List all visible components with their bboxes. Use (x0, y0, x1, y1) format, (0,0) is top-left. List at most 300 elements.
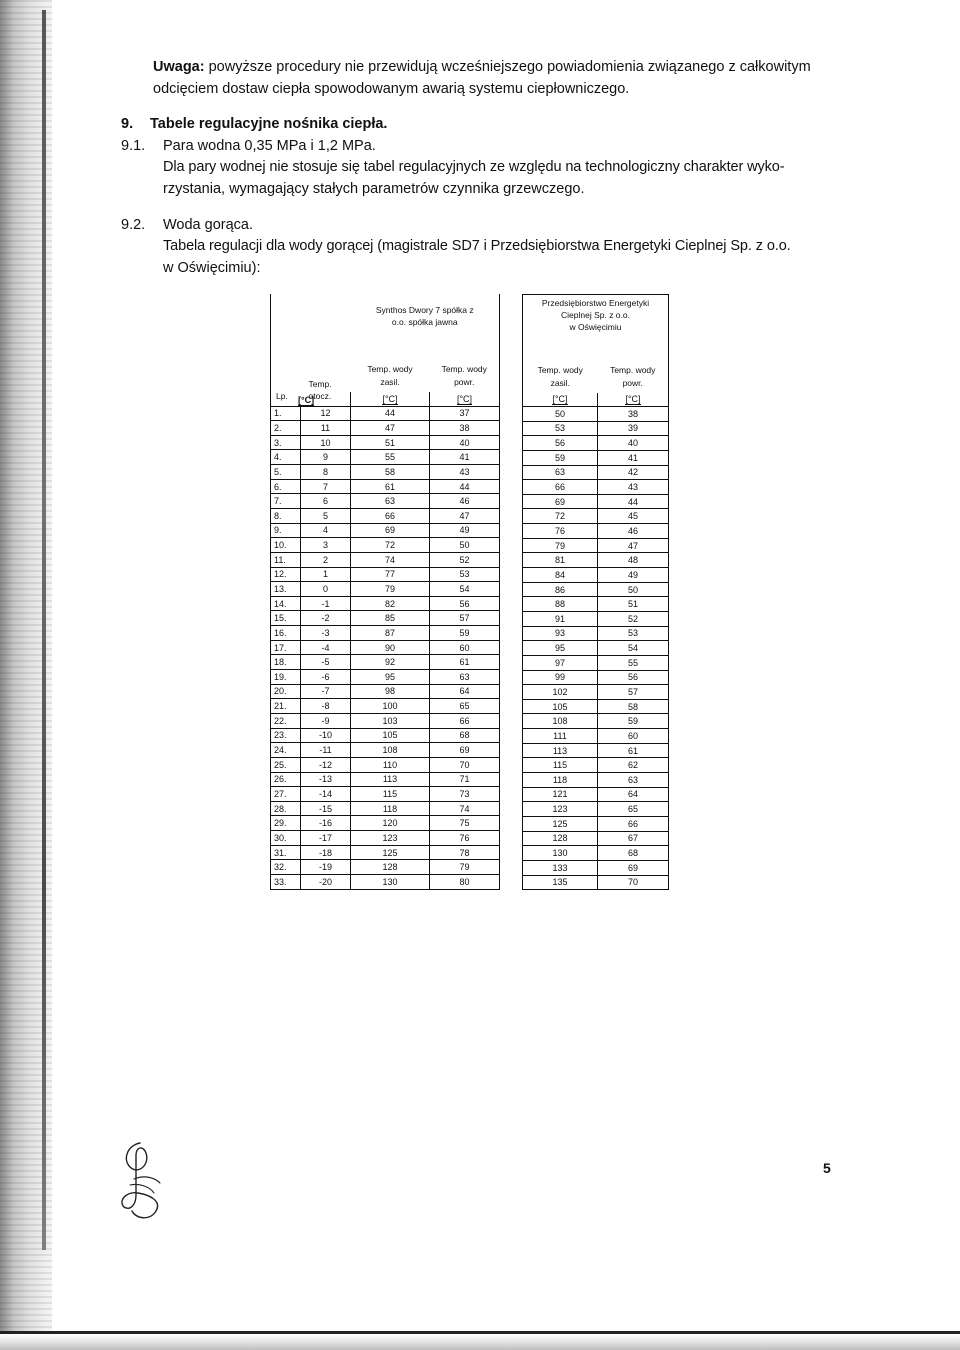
row-ambient-temp-cell: -19 (301, 860, 351, 875)
row-synthos-supply-cell: 92 (351, 655, 430, 670)
table-row (523, 611, 669, 626)
row-synthos-return-cell: 66 (430, 713, 500, 728)
row-synthos-supply-cell: 69 (351, 523, 430, 538)
row-synthos-return-cell: 57 (430, 611, 500, 626)
row-ambient-temp-cell: -9 (301, 713, 351, 728)
row-ambient-temp-cell: 4 (301, 523, 351, 538)
table-row (271, 626, 500, 641)
table-row (523, 626, 669, 641)
table-row (271, 757, 500, 772)
row-synthos-return-cell: 60 (430, 640, 500, 655)
ambient-temp-unit (298, 394, 314, 406)
row-synthos-supply-cell: 82 (351, 596, 430, 611)
row-pec-return-cell: 51 (598, 597, 669, 612)
table-row (271, 494, 500, 509)
section-91-text-2: rzystania, wymagający stałych parametrów czynnika grzewczego. (163, 181, 585, 197)
table-row (271, 743, 500, 758)
note-line-1 (153, 58, 811, 76)
note-line-2: odcięciem dostaw ciepła spowodowanym awarią systemu ciepłowniczego. (153, 81, 630, 97)
synthos-supply-header-line-1: Temp. wody (367, 364, 413, 374)
row-pec-return-cell: 69 (598, 860, 669, 875)
row-synthos-return-cell: 40 (430, 435, 500, 450)
row-lp-cell: 5. (271, 465, 301, 480)
row-synthos-supply-cell: 72 (351, 538, 430, 553)
row-pec-supply-cell: 121 (523, 787, 598, 802)
row-lp-cell: 29. (271, 816, 301, 831)
row-lp-cell: 15. (271, 611, 301, 626)
table-row (523, 846, 669, 861)
table-row (523, 553, 669, 568)
row-pec-return-cell: 54 (598, 641, 669, 656)
table-row (523, 641, 669, 656)
row-pec-return-cell: 65 (598, 802, 669, 817)
table-row (271, 567, 500, 582)
row-lp-cell: 20. (271, 684, 301, 699)
row-synthos-supply-cell: 63 (351, 494, 430, 509)
row-synthos-return-cell: 59 (430, 626, 500, 641)
row-synthos-return-cell: 53 (430, 567, 500, 582)
row-pec-supply-cell: 93 (523, 626, 598, 641)
table-row (523, 773, 669, 788)
row-pec-return-cell: 63 (598, 773, 669, 788)
row-synthos-return-cell: 73 (430, 787, 500, 802)
table-row (523, 509, 669, 524)
pec-header-line-1: Przedsiębiorstwo Energetyki (541, 298, 650, 308)
row-synthos-return-cell: 49 (430, 523, 500, 538)
table-row (271, 538, 500, 553)
row-pec-supply-cell: 72 (523, 509, 598, 524)
row-pec-return-cell: 44 (598, 494, 669, 509)
synthos-header (351, 294, 500, 360)
section-91-text-1: Dla pary wodnej nie stosuje się tabel regulacyjnych ze względu na technologiczny charakter wyko- (163, 159, 785, 175)
row-pec-return-cell: 70 (598, 875, 669, 890)
table-row (271, 713, 500, 728)
row-lp-cell: 24. (271, 743, 301, 758)
row-lp-cell: 21. (271, 699, 301, 714)
table-row (271, 860, 500, 875)
ambient-temp-unit-text: [°C] (298, 395, 315, 405)
table-row (523, 699, 669, 714)
row-lp-cell: 31. (271, 845, 301, 860)
row-lp-cell: 28. (271, 801, 301, 816)
row-ambient-temp-cell: 2 (301, 552, 351, 567)
table-row (523, 421, 669, 436)
row-lp-cell: 25. (271, 757, 301, 772)
table-row (271, 816, 500, 831)
row-lp-cell: 11. (271, 552, 301, 567)
table-row (271, 435, 500, 450)
scan-left-line (42, 10, 46, 1250)
signature-icon (110, 1135, 180, 1230)
row-synthos-return-cell: 47 (430, 508, 500, 523)
row-pec-supply-cell: 69 (523, 494, 598, 509)
lp-header: Lp. (276, 390, 288, 401)
table-row (523, 538, 669, 553)
row-lp-cell: 8. (271, 508, 301, 523)
row-ambient-temp-cell: 1 (301, 567, 351, 582)
pec-supply-header-line-1: Temp. wody (537, 364, 583, 375)
row-lp-cell: 17. (271, 640, 301, 655)
table-row (523, 816, 669, 831)
row-pec-return-cell: 50 (598, 582, 669, 597)
row-ambient-temp-cell: -5 (301, 655, 351, 670)
synthos-return-header-line-2: powr. (454, 377, 475, 387)
table-row (523, 524, 669, 539)
row-ambient-temp-cell: -20 (301, 875, 351, 890)
section-91-title: Para wodna 0,35 MPa i 1,2 MPa. (163, 138, 376, 154)
note-text: powyższe procedury nie przewidują wcześniejszego powiadomienia związanego z całkowitym (204, 59, 811, 75)
row-ambient-temp-cell: -4 (301, 640, 351, 655)
row-pec-return-cell: 68 (598, 846, 669, 861)
row-synthos-return-cell: 76 (430, 831, 500, 846)
row-synthos-return-cell: 52 (430, 552, 500, 567)
row-pec-supply-cell: 63 (523, 465, 598, 480)
row-synthos-return-cell: 75 (430, 816, 500, 831)
row-synthos-supply-cell: 118 (351, 801, 430, 816)
row-synthos-supply-cell: 87 (351, 626, 430, 641)
row-pec-supply-cell: 50 (523, 407, 598, 422)
row-synthos-supply-cell: 44 (351, 406, 430, 421)
row-lp-cell: 4. (271, 450, 301, 465)
row-ambient-temp-cell: 9 (301, 450, 351, 465)
row-pec-return-cell: 42 (598, 465, 669, 480)
row-ambient-temp-cell: 5 (301, 508, 351, 523)
table-row (271, 875, 500, 890)
row-pec-supply-cell: 115 (523, 758, 598, 773)
row-lp-cell: 30. (271, 831, 301, 846)
row-pec-supply-cell: 81 (523, 553, 598, 568)
note-label: Uwaga: (153, 59, 205, 75)
table-row (523, 494, 669, 509)
row-synthos-return-cell: 50 (430, 538, 500, 553)
table-row (271, 611, 500, 626)
row-pec-supply-cell: 56 (523, 436, 598, 451)
section-9-number: 9. (121, 116, 134, 132)
row-pec-return-cell: 56 (598, 670, 669, 685)
row-synthos-supply-cell: 85 (351, 611, 430, 626)
regulation-table-pec (522, 294, 669, 890)
row-synthos-return-cell: 44 (430, 479, 500, 494)
ambient-temp-header-line-2: otocz. (308, 390, 332, 401)
row-pec-supply-cell: 133 (523, 860, 598, 875)
row-synthos-supply-cell: 113 (351, 772, 430, 787)
row-ambient-temp-cell: 6 (301, 494, 351, 509)
section-92-title: Woda gorąca. (163, 217, 254, 233)
pec-return-unit (598, 393, 669, 407)
row-pec-supply-cell: 53 (523, 421, 598, 436)
row-synthos-return-cell: 38 (430, 421, 500, 436)
row-lp-cell: 18. (271, 655, 301, 670)
row-synthos-return-cell: 74 (430, 801, 500, 816)
synthos-header-line-2: o.o. spółka jawna (391, 317, 458, 327)
table-row (523, 582, 669, 597)
row-lp-cell: 16. (271, 626, 301, 641)
table-row (271, 655, 500, 670)
row-synthos-return-cell: 65 (430, 699, 500, 714)
regulation-table-synthos (270, 294, 500, 890)
row-lp-cell: 7. (271, 494, 301, 509)
synthos-supply-header (351, 360, 430, 392)
row-pec-supply-cell: 128 (523, 831, 598, 846)
table-row (523, 450, 669, 465)
row-ambient-temp-cell: -2 (301, 611, 351, 626)
row-pec-supply-cell: 135 (523, 875, 598, 890)
table-row (523, 568, 669, 583)
pec-supply-unit (523, 393, 598, 407)
row-lp-cell: 13. (271, 582, 301, 597)
row-synthos-supply-cell: 128 (351, 860, 430, 875)
row-ambient-temp-cell: -8 (301, 699, 351, 714)
row-ambient-temp-cell: 10 (301, 435, 351, 450)
synthos-supply-unit-text: [°C] (382, 393, 398, 404)
row-synthos-return-cell: 79 (430, 860, 500, 875)
row-pec-return-cell: 64 (598, 787, 669, 802)
pec-return-unit-text: [°C] (625, 394, 641, 405)
row-ambient-temp-cell: 3 (301, 538, 351, 553)
row-pec-return-cell: 40 (598, 436, 669, 451)
row-synthos-return-cell: 69 (430, 743, 500, 758)
section-92-text-2: w Oświęcimiu): (163, 260, 261, 276)
row-synthos-supply-cell: 61 (351, 479, 430, 494)
table-row (271, 582, 500, 597)
row-pec-supply-cell: 76 (523, 524, 598, 539)
row-lp-cell: 33. (271, 875, 301, 890)
row-pec-supply-cell: 99 (523, 670, 598, 685)
table-row (523, 714, 669, 729)
table-row (271, 421, 500, 436)
row-ambient-temp-cell: 12 (301, 406, 351, 421)
row-pec-supply-cell: 111 (523, 729, 598, 744)
row-synthos-return-cell: 68 (430, 728, 500, 743)
row-synthos-supply-cell: 66 (351, 508, 430, 523)
table-row (523, 860, 669, 875)
pec-header (523, 295, 669, 361)
scan-bottom-edge (0, 1334, 960, 1350)
synthos-return-header (430, 360, 500, 392)
row-pec-supply-cell: 91 (523, 611, 598, 626)
table-row (271, 772, 500, 787)
row-lp-cell: 9. (271, 523, 301, 538)
pec-return-header-line-1: Temp. wody (610, 364, 656, 375)
row-pec-return-cell: 52 (598, 611, 669, 626)
row-pec-supply-cell: 123 (523, 802, 598, 817)
row-lp-cell: 14. (271, 596, 301, 611)
row-synthos-return-cell: 78 (430, 845, 500, 860)
row-pec-return-cell: 67 (598, 831, 669, 846)
row-pec-supply-cell: 102 (523, 685, 598, 700)
row-synthos-supply-cell: 125 (351, 845, 430, 860)
table-row (271, 465, 500, 480)
row-pec-supply-cell: 86 (523, 582, 598, 597)
row-ambient-temp-cell: -12 (301, 757, 351, 772)
row-synthos-supply-cell: 51 (351, 435, 430, 450)
section-92-text-1: Tabela regulacji dla wody gorącej (magistrale SD7 i Przedsiębiorstwa Energetyki Cieplnej Sp. z o.o. (163, 238, 791, 254)
row-ambient-temp-cell: 0 (301, 582, 351, 597)
table-row (523, 655, 669, 670)
row-ambient-temp-cell: 7 (301, 479, 351, 494)
table-row (271, 699, 500, 714)
row-synthos-supply-cell: 115 (351, 787, 430, 802)
pec-return-header (598, 361, 669, 393)
row-pec-return-cell: 46 (598, 524, 669, 539)
row-lp-cell: 2. (271, 421, 301, 436)
table-row (523, 670, 669, 685)
row-synthos-return-cell: 41 (430, 450, 500, 465)
row-synthos-return-cell: 71 (430, 772, 500, 787)
synthos-return-unit (430, 392, 500, 406)
row-synthos-supply-cell: 108 (351, 743, 430, 758)
pec-supply-header (523, 361, 598, 393)
table-row (271, 450, 500, 465)
row-pec-return-cell: 53 (598, 626, 669, 641)
table-row (271, 596, 500, 611)
row-pec-return-cell: 59 (598, 714, 669, 729)
row-pec-supply-cell: 66 (523, 480, 598, 495)
row-synthos-supply-cell: 79 (351, 582, 430, 597)
row-ambient-temp-cell: -7 (301, 684, 351, 699)
row-pec-return-cell: 39 (598, 421, 669, 436)
row-synthos-supply-cell: 98 (351, 684, 430, 699)
table-row (523, 436, 669, 451)
row-synthos-supply-cell: 105 (351, 728, 430, 743)
row-synthos-supply-cell: 130 (351, 875, 430, 890)
table-row (271, 670, 500, 685)
row-ambient-temp-cell: -14 (301, 787, 351, 802)
row-pec-supply-cell: 88 (523, 597, 598, 612)
row-synthos-supply-cell: 47 (351, 421, 430, 436)
row-synthos-supply-cell: 100 (351, 699, 430, 714)
row-pec-return-cell: 47 (598, 538, 669, 553)
row-ambient-temp-cell: -3 (301, 626, 351, 641)
ambient-temp-header-line-1: Temp. (308, 378, 332, 389)
synthos-return-unit-text: [°C] (456, 393, 473, 404)
row-pec-return-cell: 45 (598, 509, 669, 524)
row-synthos-return-cell: 43 (430, 465, 500, 480)
table-row (271, 508, 500, 523)
table-row (523, 685, 669, 700)
row-pec-return-cell: 38 (598, 407, 669, 422)
row-synthos-supply-cell: 58 (351, 465, 430, 480)
row-synthos-supply-cell: 55 (351, 450, 430, 465)
row-pec-return-cell: 61 (598, 743, 669, 758)
synthos-supply-unit (351, 392, 430, 406)
table-row (523, 465, 669, 480)
table-row (523, 831, 669, 846)
row-pec-return-cell: 60 (598, 729, 669, 744)
row-lp-cell: 23. (271, 728, 301, 743)
table-row (523, 480, 669, 495)
row-ambient-temp-cell: 11 (301, 421, 351, 436)
row-pec-return-cell: 55 (598, 655, 669, 670)
row-synthos-return-cell: 37 (430, 406, 500, 421)
row-pec-supply-cell: 84 (523, 568, 598, 583)
row-synthos-supply-cell: 95 (351, 670, 430, 685)
row-lp-cell: 27. (271, 787, 301, 802)
pec-return-header-line-2: powr. (622, 377, 643, 388)
table-row (523, 875, 669, 890)
row-lp-cell: 22. (271, 713, 301, 728)
row-lp-cell: 12. (271, 567, 301, 582)
row-pec-supply-cell: 130 (523, 846, 598, 861)
row-pec-return-cell: 58 (598, 699, 669, 714)
row-lp-cell: 3. (271, 435, 301, 450)
table-row (271, 684, 500, 699)
table-row (271, 728, 500, 743)
row-synthos-supply-cell: 123 (351, 831, 430, 846)
row-ambient-temp-cell: -1 (301, 596, 351, 611)
row-pec-supply-cell: 79 (523, 538, 598, 553)
row-pec-supply-cell: 113 (523, 743, 598, 758)
pec-supply-unit-text: [°C] (552, 394, 568, 405)
row-pec-supply-cell: 95 (523, 641, 598, 656)
table-row (523, 597, 669, 612)
row-lp-cell: 6. (271, 479, 301, 494)
section-92-number: 9.2. (121, 217, 146, 233)
row-synthos-return-cell: 70 (430, 757, 500, 772)
table-row (271, 406, 500, 421)
row-synthos-return-cell: 80 (430, 875, 500, 890)
table-row (271, 831, 500, 846)
row-synthos-supply-cell: 90 (351, 640, 430, 655)
row-ambient-temp-cell: -10 (301, 728, 351, 743)
table-row (523, 758, 669, 773)
row-pec-return-cell: 57 (598, 685, 669, 700)
row-ambient-temp-cell: -11 (301, 743, 351, 758)
row-pec-supply-cell: 108 (523, 714, 598, 729)
table-row (271, 640, 500, 655)
row-pec-return-cell: 41 (598, 450, 669, 465)
row-synthos-return-cell: 46 (430, 494, 500, 509)
synthos-header-line-1: Synthos Dwory 7 spółka z (375, 305, 474, 315)
row-pec-supply-cell: 125 (523, 816, 598, 831)
row-lp-cell: 19. (271, 670, 301, 685)
table-row (271, 787, 500, 802)
row-synthos-supply-cell: 120 (351, 816, 430, 831)
pec-header-line-3: w Oświęcimiu (569, 322, 622, 332)
row-pec-return-cell: 66 (598, 816, 669, 831)
page-number: 5 (823, 1160, 831, 1176)
synthos-return-header-line-1: Temp. wody (441, 364, 487, 374)
synthos-supply-header-line-2: zasil. (380, 377, 400, 387)
table-row (523, 743, 669, 758)
table-row (271, 552, 500, 567)
pec-supply-header-line-2: zasil. (550, 377, 570, 388)
row-ambient-temp-cell: -13 (301, 772, 351, 787)
row-pec-return-cell: 48 (598, 553, 669, 568)
table-row (271, 523, 500, 538)
pec-header-line-2: Cieplnej Sp. z o.o. (561, 310, 630, 320)
row-ambient-temp-cell: -18 (301, 845, 351, 860)
row-lp-cell: 26. (271, 772, 301, 787)
table-row (523, 407, 669, 422)
row-pec-return-cell: 62 (598, 758, 669, 773)
row-ambient-temp-cell: -6 (301, 670, 351, 685)
row-ambient-temp-cell: -15 (301, 801, 351, 816)
section-91-number: 9.1. (121, 138, 146, 154)
row-synthos-return-cell: 54 (430, 582, 500, 597)
row-pec-return-cell: 43 (598, 480, 669, 495)
row-synthos-return-cell: 61 (430, 655, 500, 670)
row-ambient-temp-cell: -17 (301, 831, 351, 846)
row-synthos-return-cell: 64 (430, 684, 500, 699)
row-synthos-return-cell: 56 (430, 596, 500, 611)
row-synthos-supply-cell: 103 (351, 713, 430, 728)
section-9-title: Tabele regulacyjne nośnika ciepła. (150, 116, 388, 132)
table-row (523, 787, 669, 802)
row-synthos-return-cell: 63 (430, 670, 500, 685)
row-ambient-temp-cell: 8 (301, 465, 351, 480)
table-row (271, 479, 500, 494)
